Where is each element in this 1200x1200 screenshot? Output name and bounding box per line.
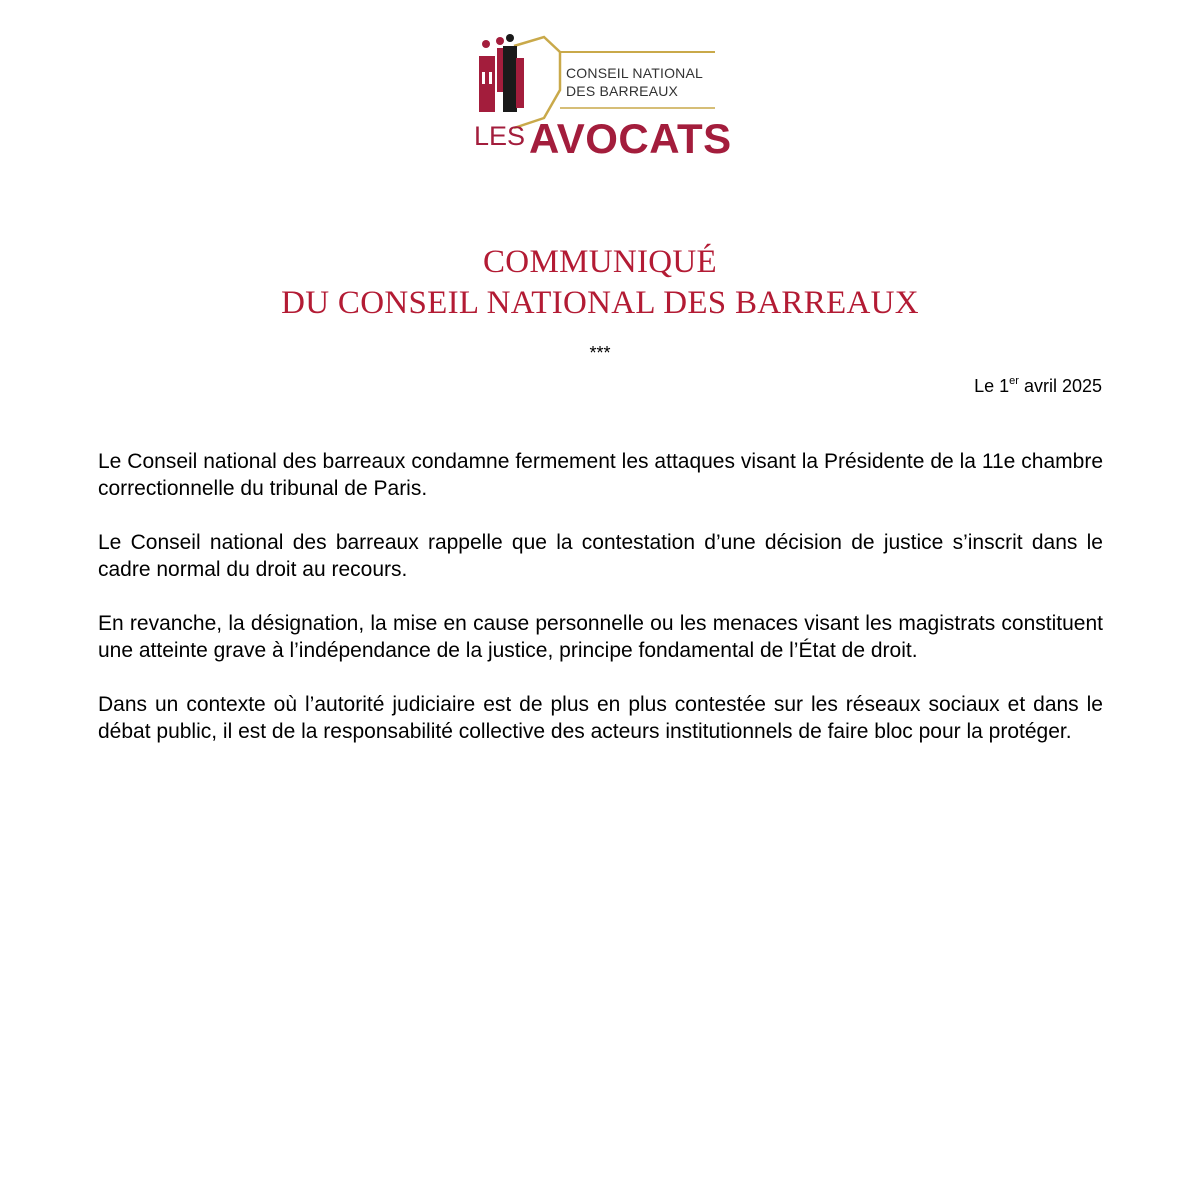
page-subtitle: DU CONSEIL NATIONAL DES BARREAUX [281, 285, 919, 321]
page-title: COMMUNIQUÉ [483, 244, 717, 280]
logo-les: LES [474, 121, 526, 151]
date-prefix: Le 1 [974, 376, 1010, 396]
paragraph: Le Conseil national des barreaux rappelle que la contestation d’une décision de justice s’inscrit dans le cadre normal du droit au recours. [98, 531, 1103, 581]
date-rest: avril 2025 [1018, 376, 1102, 396]
cnb-logo [470, 32, 730, 168]
communique-body [98, 448, 1103, 772]
logo-avocats: AVOCATS [529, 115, 732, 162]
paragraph: Le Conseil national des barreaux condamne fermement les attaques visant la Présidente de la 11e chambre correctionnelle du tribunal de Paris. [98, 450, 1103, 500]
date-ordinal: er [1009, 375, 1019, 387]
logo-text-line2: DES BARREAUX [566, 83, 679, 99]
logo-text-line1: CONSEIL NATIONAL [566, 65, 704, 81]
paragraph: Dans un contexte où l’autorité judiciaire est de plus en plus contestée sur les réseaux sociaux et dans le débat public, il est de la responsabilité collective des acteurs institutionnels de faire bloc pour la protéger. [98, 693, 1103, 743]
separator: *** [589, 343, 611, 363]
date-line [974, 376, 1102, 397]
paragraph: En revanche, la désignation, la mise en cause personnelle ou les menaces visant les magistrats constituent une atteinte grave à l’indépendance de la justice, principe fondamental de l’État de droit. [98, 612, 1103, 662]
